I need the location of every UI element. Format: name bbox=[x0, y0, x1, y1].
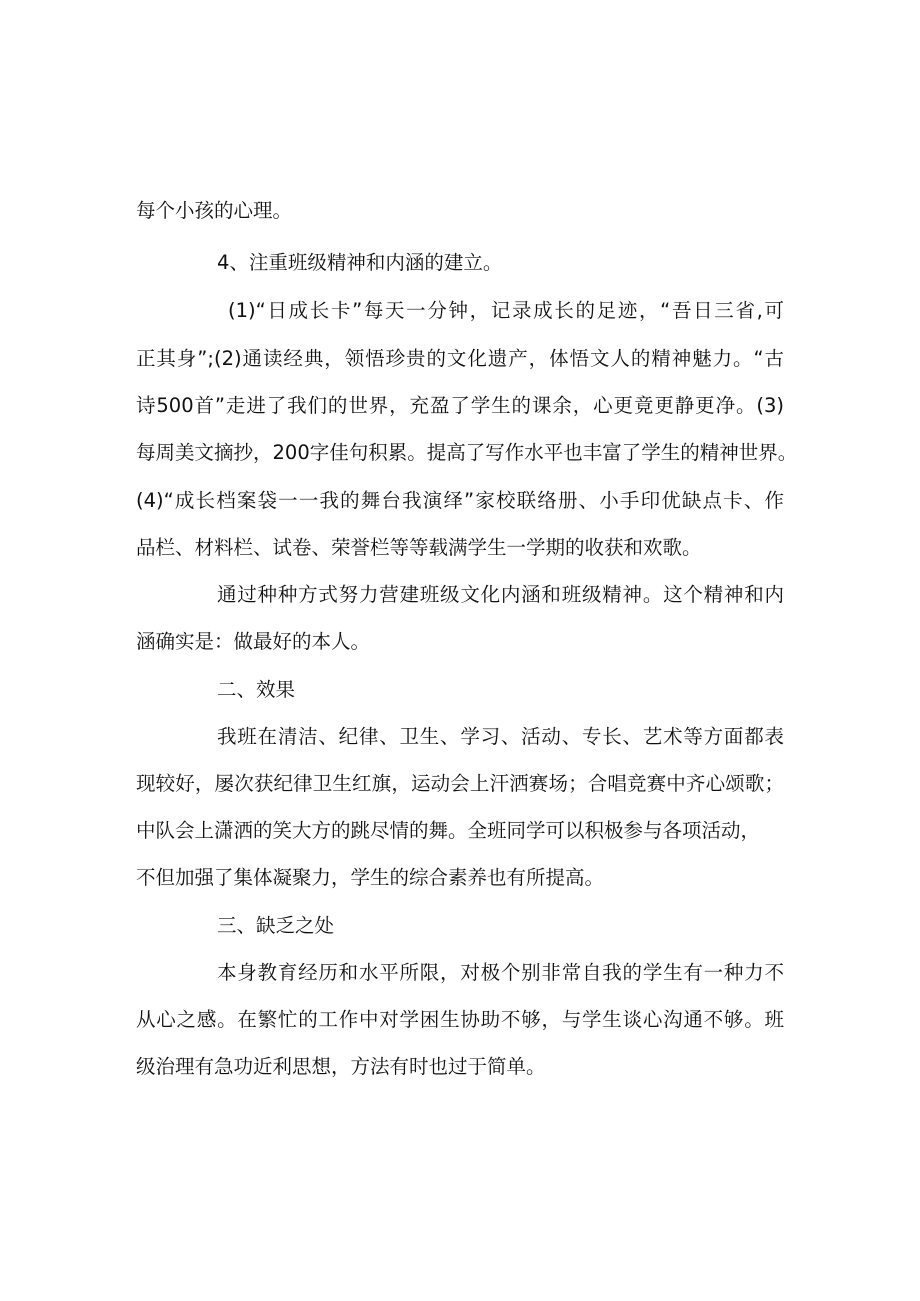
text-line: 涵确实是：做最好的本人。 bbox=[136, 630, 371, 653]
text-line: 正其身”;(2)通读经典，领悟珍贵的文化遗产，体悟文人的精神魅力。“古 bbox=[136, 347, 784, 370]
text-line: 品栏、材料栏、试卷、荣誉栏等等载满学生一学期的收获和欢歌。 bbox=[136, 536, 702, 559]
text-line: 不但加强了集体凝聚力，学生的综合素养也有所提高。 bbox=[136, 866, 605, 889]
text-line: 我班在清洁、纪律、卫生、学习、活动、专长、艺术等方面都表 bbox=[217, 725, 784, 748]
text-line: 级治理有急功近利思想，方法有时也过于简单。 bbox=[136, 1055, 546, 1078]
text-line: 通过种种方式努力营建班级文化内涵和班级精神。这个精神和内 bbox=[217, 583, 784, 606]
text-line: 中队会上潇洒的笑大方的跳尽情的舞。全班同学可以积极参与各项活动， bbox=[136, 819, 761, 842]
section-heading: 4、注重班级精神和内涵的建立。 bbox=[217, 251, 503, 274]
text-line: (4)“成长档案袋一一我的舞台我演绎”家校联络册、小手印优缺点卡、作 bbox=[136, 489, 784, 512]
text-line: (1)“日成长卡”每天一分钟，记录成长的足迹，“吾日三省,可 bbox=[228, 299, 784, 322]
section-heading: 二、效果 bbox=[217, 678, 296, 701]
text-line: 每个小孩的心理。 bbox=[136, 199, 293, 222]
text-line: 每周美文摘抄，200字佳句积累。提高了写作水平也丰富了学生的精神世界。 bbox=[136, 441, 798, 464]
text-line: 现较好，屡次获纪律卫生红旗，运动会上汗洒赛场；合唱竞赛中齐心颂歌； bbox=[136, 772, 784, 795]
text-line: 从心之感。在繁忙的工作中对学困生协助不够，与学生谈心沟通不够。班 bbox=[136, 1008, 784, 1031]
text-line: 诗500首”走进了我们的世界，充盈了学生的课余，心更竟更静更净。(3) bbox=[136, 394, 784, 417]
text-line: 本身教育经历和水平所限，对极个别非常自我的学生有一种力不 bbox=[217, 961, 784, 984]
section-heading: 三、缺乏之处 bbox=[217, 914, 335, 937]
